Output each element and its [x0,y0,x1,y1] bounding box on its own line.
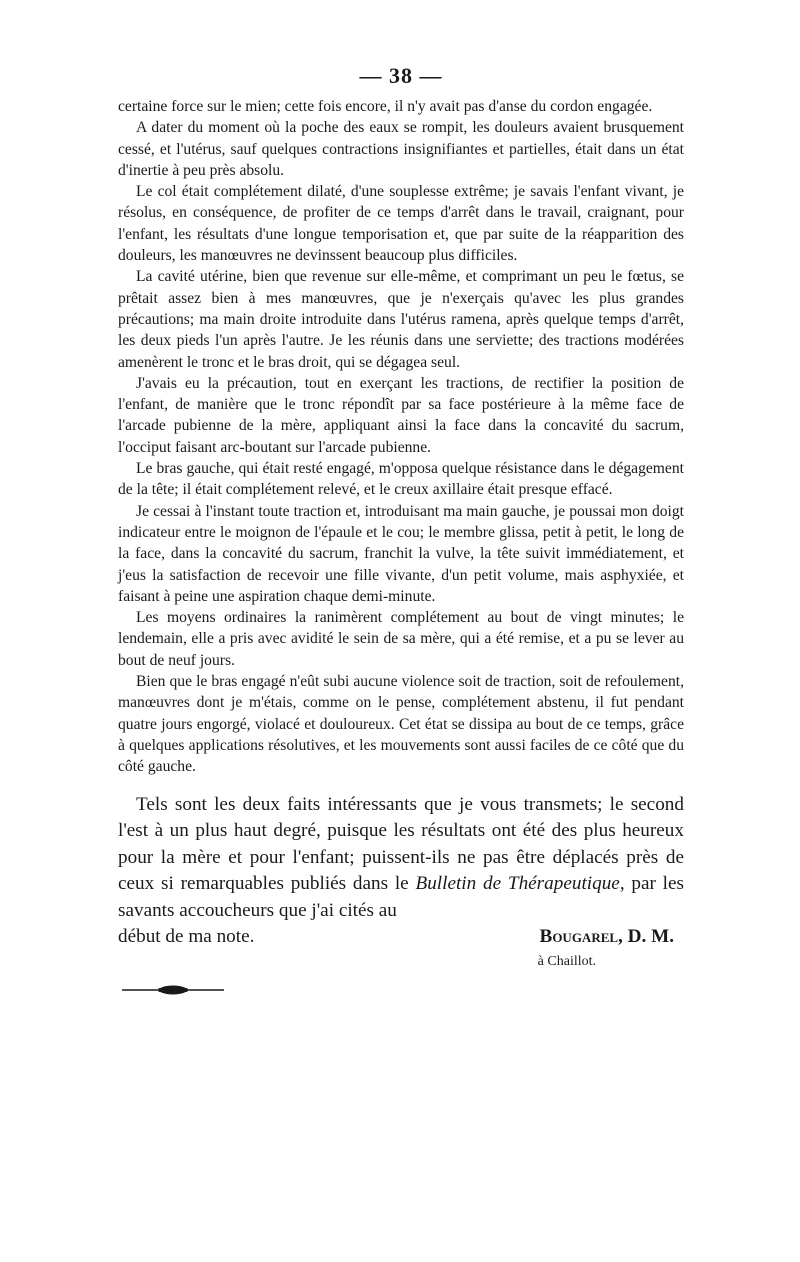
closing-text [118,792,684,925]
page-number: — 38 — [359,63,443,88]
paragraph-5: J'avais eu la précaution, tout en exerçant les tractions, de rectifier la position de l'enfant, de manière que le tronc répondît par sa face postérieure à la même face de l'arcade pubienne de la mère, appliquant ainsi la face dans la concavité du sacrum, l'occiput faisant arc-boutant sur l'arcade pubienne. [118,374,684,456]
paragraph-7: Je cessai à l'instant toute traction et, introduisant ma main gauche, je poussai mon doigt indicateur entre le moignon de l'épaule et le cou; le membre glissa, petit à petit, le long de la face, dans la concavité du sacrum, franchit la vulve, la tête suivit immédiatement, et j'eus la satisfaction de recevoir une fille vivante, d'un petit volume, mais asphyxiée, et faisant à peine une aspiration chaque demi-minute. [118,502,684,605]
closing-last-line: début de ma note. [118,926,255,947]
closing-paragraph [118,792,684,973]
end-ornament-icon [118,984,228,996]
signature-line [118,924,684,950]
paragraph-4: La cavité utérine, bien que revenue sur elle-même, et comprimant un peu le fœtus, se prêtait assez bien à mes manœuvres, que je n'exerçais qu'avec les plus grandes précautions; ma main droite introduite dans l'utérus ramena, après quelque temps d'arrêt, les deux pieds l'un après l'autre. Je les réunis dans une serviette; des tractions modérées amenèrent le tronc et le bras droit, qui se dégagea seul. [118,268,684,371]
author-signature: Bougarel, D. M. [539,926,674,947]
signature-place: à Chaillot. [537,954,596,969]
closing-text-after: , par les savants accoucheurs que j'ai cités au [118,873,684,921]
paragraph-2: A dater du moment où la poche des eaux se rompit, les douleurs avaient brusquement cessé, et l'utérus, sauf quelques contractions insignifiantes et partielles, était dans un état d'inertie à peu près absolu. [118,119,684,179]
paragraph-6: Le bras gauche, qui était resté engagé, m'opposa quelque résistance dans le dégagement de la tête; il était complétement relevé, et le creux axillaire était presque effacé. [118,460,684,499]
paragraph-1: certaine force sur le mien; cette fois encore, il n'y avait pas d'anse du cordon engagée. [118,98,653,115]
paragraph-9: Bien que le bras engagé n'eût subi aucune violence soit de traction, soit de refoulement, manœuvres dont je m'étais, comme on le pense, complétement abstenu, il fut pendant quatre jours engorgé, violacé et douloureux. Cet état se dissipa au bout de ce temps, grâce à quelques applications résolutives, et les mouvements sont aussi faciles de ce côté que du côté gauche. [118,673,684,776]
closing-text-before: Tels sont les deux faits intéressants que je vous transmets; le second l'est à un plus haut degré, puisque les résultats ont été des plus heureux pour la mère et pour l'enfant; puissent-ils ne pas être déplacés près de ceux si remarquables publiés dans le [118,793,684,894]
paragraph-8: Les moyens ordinaires la ranimèrent complétement au bout de vingt minutes; le lendemain, elle a pris avec avidité le sein de sa mère, qui a été remise, et a pu se lever au bout de neuf jours. [118,609,684,669]
document-page [118,58,684,1001]
body-text [118,96,684,778]
paragraph-3: Le col était complétement dilaté, d'une souplesse extrême; je savais l'enfant vivant, je résolus, en conséquence, de profiter de ce temps d'arrêt dans le travail, craignant, pour l'enfant, les résultats d'une longue temporisation et, que par suite de la réapparition des douleurs, les manœuvres ne devinssent beaucoup plus difficiles. [118,183,684,265]
journal-title: Bulletin de Thérapeutique [415,873,620,894]
